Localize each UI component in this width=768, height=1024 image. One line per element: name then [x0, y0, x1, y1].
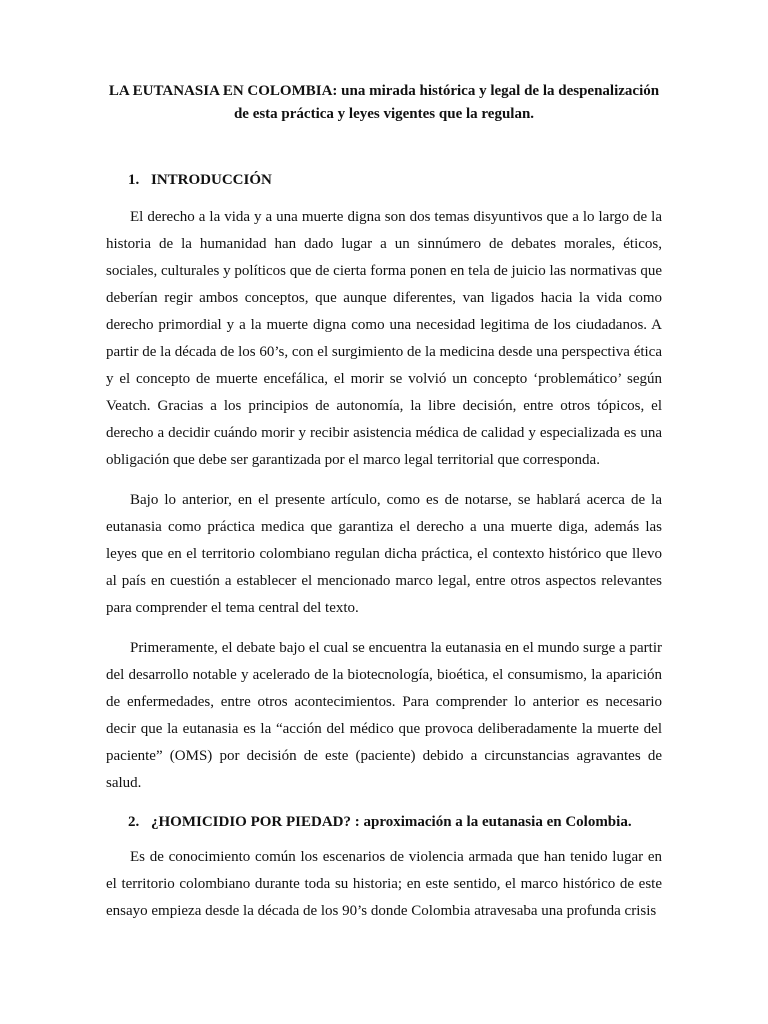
section-heading-homicidio [106, 811, 662, 833]
paragraph: Es de conocimiento común los escenarios de violencia armada que han tenido lugar en el territorio colombiano durante toda su historia; en este sentido, el marco histórico de este ensayo empieza desde la década de los 90’s donde Colombia atravesaba una profunda crisis [106, 849, 662, 919]
document-page [106, 80, 662, 925]
paragraph: El derecho a la vida y a una muerte digna son dos temas disyuntivos que a lo largo de la historia de la humanidad han dado lugar a un sinnúmero de debates morales, éticos, sociales, culturales y políticos que de cierta forma ponen en tela de juicio las normativas que deberían regir ambos conceptos, que aunque diferentes, van ligados hacia la vida como derecho primordial y a la muerte digna como una necesidad legitima de los ciudadanos. A partir de la década de los 60’s, con el surgimiento de la medicina desde una perspectiva ética y el concepto de muerte encefálica, el morir se volvió un concepto ‘problemático’ según Veatch. Gracias a los principios de autonomía, la libre decisión, entre otros tópicos, el derecho a decidir cuándo morir y recibir asistencia médica de calidad y especializada es una obligación que debe ser garantizada por el marco legal territorial que corresponda. [106, 209, 662, 468]
document-title: LA EUTANASIA EN COLOMBIA: una mirada histórica y legal de la despenalización de esta práctica y leyes vigentes que la regulan. [108, 83, 660, 122]
section-number: 1. [128, 172, 140, 188]
section-heading-text: INTRODUCCIÓN [151, 172, 272, 188]
section-heading-introduccion [106, 169, 662, 191]
section-number: 2. [128, 814, 140, 830]
paragraph: Bajo lo anterior, en el presente artículo, como es de notarse, se hablará acerca de la eutanasia como práctica medica que garantiza el derecho a una muerte diga, además las leyes que en el territorio colombiano regulan dicha práctica, el contexto histórico que llevo al país en cuestión a establecer el mencionado marco legal, entre otros aspectos relevantes para comprender el tema central del texto. [106, 492, 662, 616]
paragraph: Primeramente, el debate bajo el cual se encuentra la eutanasia en el mundo surge a partir del desarrollo notable y acelerado de la biotecnología, bioética, el consumismo, la aparición de enfermedades, entre otros acontecimientos. Para comprender lo anterior es necesario decir que la eutanasia es la “acción del médico que provoca deliberadamente la muerte del paciente” (OMS) por decisión de este (paciente) debido a circunstancias agravantes de salud. [106, 640, 662, 791]
section-heading-text: ¿HOMICIDIO POR PIEDAD? : aproximación a la eutanasia en Colombia. [151, 814, 632, 830]
